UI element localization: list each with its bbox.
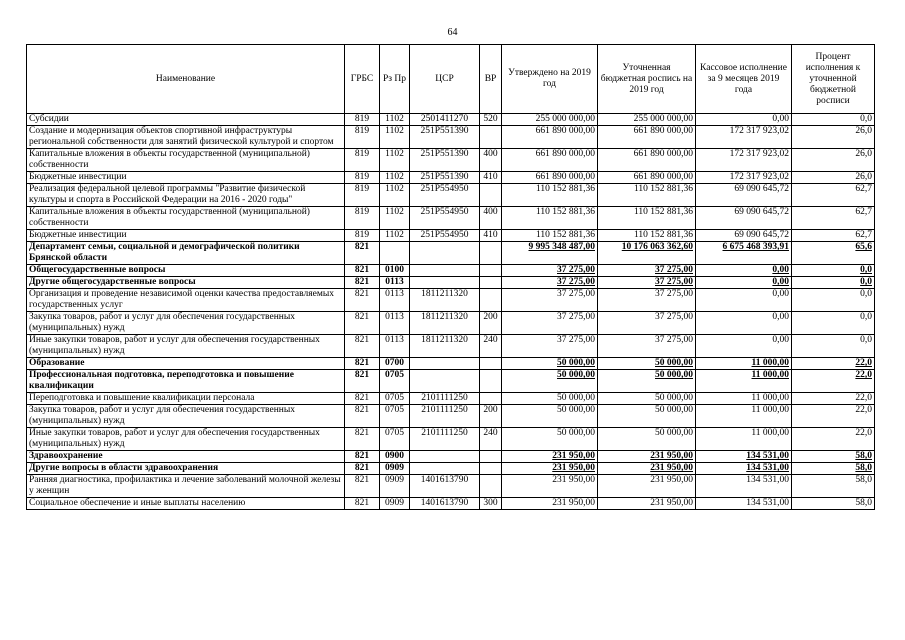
cell-rzpr: 0705 bbox=[380, 370, 410, 393]
cell-percent: 0,0 bbox=[792, 335, 875, 358]
cell-csr: 2101111250 bbox=[410, 405, 480, 428]
cell-grbs: 821 bbox=[345, 405, 380, 428]
cell-cash: 134 531,00 bbox=[696, 475, 792, 498]
cell-refined: 255 000 000,00 bbox=[598, 114, 696, 126]
cell-name: Другие общегосударственные вопросы bbox=[27, 277, 345, 289]
cell-percent: 58,0 bbox=[792, 451, 875, 463]
cell-approved: 37 275,00 bbox=[502, 289, 598, 312]
cell-rzpr: 1102 bbox=[380, 230, 410, 242]
cell-vr: 410 bbox=[480, 230, 502, 242]
cell-name: Другие вопросы в области здравоохранения bbox=[27, 463, 345, 475]
cell-approved: 50 000,00 bbox=[502, 393, 598, 405]
cell-refined: 231 950,00 bbox=[598, 475, 696, 498]
cell-approved: 661 890 000,00 bbox=[502, 126, 598, 149]
cell-grbs: 819 bbox=[345, 114, 380, 126]
cell-grbs: 819 bbox=[345, 172, 380, 184]
cell-csr: 1401613790 bbox=[410, 475, 480, 498]
cell-grbs: 821 bbox=[345, 428, 380, 451]
cell-vr bbox=[480, 242, 502, 265]
cell-cash: 11 000,00 bbox=[696, 405, 792, 428]
cell-name: Здравоохранение bbox=[27, 451, 345, 463]
cell-rzpr: 1102 bbox=[380, 184, 410, 207]
cell-csr: 2101111250 bbox=[410, 393, 480, 405]
cell-vr: 400 bbox=[480, 207, 502, 230]
cell-vr: 240 bbox=[480, 428, 502, 451]
table-row bbox=[27, 498, 875, 510]
table-row bbox=[27, 277, 875, 289]
cell-rzpr: 0705 bbox=[380, 428, 410, 451]
cell-approved: 37 275,00 bbox=[502, 265, 598, 277]
cell-name: Бюджетные инвестиции bbox=[27, 172, 345, 184]
cell-rzpr bbox=[380, 242, 410, 265]
table-row bbox=[27, 126, 875, 149]
cell-csr bbox=[410, 242, 480, 265]
col-refined-header: Уточненная бюджетная роспись на 2019 год bbox=[598, 45, 696, 114]
cell-csr: 251P554950 bbox=[410, 207, 480, 230]
cell-refined: 661 890 000,00 bbox=[598, 126, 696, 149]
cell-rzpr: 0700 bbox=[380, 358, 410, 370]
cell-percent: 22,0 bbox=[792, 358, 875, 370]
cell-refined: 37 275,00 bbox=[598, 335, 696, 358]
cell-vr bbox=[480, 277, 502, 289]
cell-refined: 50 000,00 bbox=[598, 393, 696, 405]
cell-cash: 6 675 468 393,91 bbox=[696, 242, 792, 265]
cell-refined: 231 950,00 bbox=[598, 498, 696, 510]
cell-cash: 172 317 923,02 bbox=[696, 172, 792, 184]
cell-grbs: 821 bbox=[345, 277, 380, 289]
cell-vr bbox=[480, 184, 502, 207]
cell-rzpr: 1102 bbox=[380, 149, 410, 172]
cell-cash: 134 531,00 bbox=[696, 498, 792, 510]
cell-refined: 37 275,00 bbox=[598, 265, 696, 277]
cell-cash: 69 090 645,72 bbox=[696, 207, 792, 230]
cell-grbs: 821 bbox=[345, 451, 380, 463]
cell-grbs: 821 bbox=[345, 335, 380, 358]
cell-csr bbox=[410, 370, 480, 393]
cell-rzpr: 0113 bbox=[380, 312, 410, 335]
cell-name: Переподготовка и повышение квалификации персонала bbox=[27, 393, 345, 405]
cell-name: Образование bbox=[27, 358, 345, 370]
cell-refined: 37 275,00 bbox=[598, 277, 696, 289]
cell-percent: 0,0 bbox=[792, 114, 875, 126]
cell-approved: 231 950,00 bbox=[502, 475, 598, 498]
cell-percent: 58,0 bbox=[792, 463, 875, 475]
cell-cash: 11 000,00 bbox=[696, 393, 792, 405]
cell-csr: 1401613790 bbox=[410, 498, 480, 510]
cell-approved: 50 000,00 bbox=[502, 405, 598, 428]
cell-csr bbox=[410, 451, 480, 463]
cell-name: Капитальные вложения в объекты государственной (муниципальной) собственности bbox=[27, 149, 345, 172]
cell-rzpr: 1102 bbox=[380, 114, 410, 126]
cell-cash: 0,00 bbox=[696, 312, 792, 335]
cell-csr bbox=[410, 265, 480, 277]
cell-vr bbox=[480, 358, 502, 370]
cell-refined: 37 275,00 bbox=[598, 289, 696, 312]
cell-rzpr: 0909 bbox=[380, 463, 410, 475]
cell-percent: 22,0 bbox=[792, 405, 875, 428]
cell-name: Закупка товаров, работ и услуг для обеспечения государственных (муниципальных) нужд bbox=[27, 312, 345, 335]
cell-name: Иные закупки товаров, работ и услуг для обеспечения государственных (муниципальных) нужд bbox=[27, 335, 345, 358]
cell-rzpr: 0705 bbox=[380, 405, 410, 428]
table-row bbox=[27, 405, 875, 428]
cell-rzpr: 1102 bbox=[380, 126, 410, 149]
cell-name: Организация и проведение независимой оценки качества предоставляемых государственных услуг bbox=[27, 289, 345, 312]
cell-csr: 251P551390 bbox=[410, 172, 480, 184]
cell-approved: 110 152 881,36 bbox=[502, 230, 598, 242]
cell-csr: 251P551390 bbox=[410, 149, 480, 172]
cell-grbs: 821 bbox=[345, 393, 380, 405]
cell-vr bbox=[480, 370, 502, 393]
col-cash-header: Кассовое исполнение за 9 месяцев 2019 года bbox=[696, 45, 792, 114]
cell-name: Закупка товаров, работ и услуг для обеспечения государственных (муниципальных) нужд bbox=[27, 405, 345, 428]
table-row bbox=[27, 289, 875, 312]
cell-grbs: 821 bbox=[345, 475, 380, 498]
col-csr-header: ЦСР bbox=[410, 45, 480, 114]
col-percent-header: Процент исполнения к уточненной бюджетной росписи bbox=[792, 45, 875, 114]
cell-rzpr: 0705 bbox=[380, 393, 410, 405]
cell-percent: 62,7 bbox=[792, 184, 875, 207]
table-row bbox=[27, 312, 875, 335]
cell-cash: 0,00 bbox=[696, 114, 792, 126]
cell-vr: 240 bbox=[480, 335, 502, 358]
cell-grbs: 821 bbox=[345, 265, 380, 277]
cell-cash: 134 531,00 bbox=[696, 451, 792, 463]
table-row bbox=[27, 242, 875, 265]
cell-csr: 2101111250 bbox=[410, 428, 480, 451]
page-number: 64 bbox=[447, 27, 458, 38]
cell-approved: 110 152 881,36 bbox=[502, 207, 598, 230]
table-row bbox=[27, 463, 875, 475]
cell-percent: 26,0 bbox=[792, 172, 875, 184]
cell-rzpr: 0100 bbox=[380, 265, 410, 277]
cell-name: Иные закупки товаров, работ и услуг для обеспечения государственных (муниципальных) нужд bbox=[27, 428, 345, 451]
cell-csr: 251P554950 bbox=[410, 184, 480, 207]
cell-grbs: 819 bbox=[345, 184, 380, 207]
cell-approved: 50 000,00 bbox=[502, 370, 598, 393]
cell-vr bbox=[480, 463, 502, 475]
cell-refined: 50 000,00 bbox=[598, 358, 696, 370]
cell-vr bbox=[480, 126, 502, 149]
cell-percent: 58,0 bbox=[792, 498, 875, 510]
cell-rzpr: 1102 bbox=[380, 207, 410, 230]
budget-table bbox=[26, 44, 875, 510]
cell-name: Создание и модернизация объектов спортивной инфраструктуры региональной собственности для занятий физической культурой и спортом bbox=[27, 126, 345, 149]
cell-percent: 22,0 bbox=[792, 370, 875, 393]
cell-vr: 400 bbox=[480, 149, 502, 172]
cell-cash: 11 000,00 bbox=[696, 358, 792, 370]
cell-vr bbox=[480, 265, 502, 277]
cell-name: Реализация федеральной целевой программы "Развитие физической культуры и спорта в Российской Федерации на 2016 - 2020 годы" bbox=[27, 184, 345, 207]
cell-vr bbox=[480, 475, 502, 498]
table-row bbox=[27, 370, 875, 393]
table-row bbox=[27, 265, 875, 277]
cell-grbs: 821 bbox=[345, 498, 380, 510]
cell-rzpr: 0900 bbox=[380, 451, 410, 463]
cell-percent: 26,0 bbox=[792, 149, 875, 172]
cell-name: Субсидии bbox=[27, 114, 345, 126]
cell-name: Капитальные вложения в объекты государственной (муниципальной) собственности bbox=[27, 207, 345, 230]
cell-approved: 110 152 881,36 bbox=[502, 184, 598, 207]
cell-vr: 200 bbox=[480, 312, 502, 335]
cell-approved: 37 275,00 bbox=[502, 277, 598, 289]
cell-refined: 110 152 881,36 bbox=[598, 184, 696, 207]
table-row bbox=[27, 149, 875, 172]
cell-grbs: 821 bbox=[345, 289, 380, 312]
cell-cash: 172 317 923,02 bbox=[696, 126, 792, 149]
cell-rzpr: 0113 bbox=[380, 289, 410, 312]
cell-approved: 231 950,00 bbox=[502, 463, 598, 475]
cell-grbs: 821 bbox=[345, 242, 380, 265]
cell-grbs: 819 bbox=[345, 149, 380, 172]
cell-percent: 62,7 bbox=[792, 230, 875, 242]
table-header-row bbox=[27, 45, 875, 114]
cell-csr bbox=[410, 277, 480, 289]
cell-vr: 520 bbox=[480, 114, 502, 126]
cell-approved: 255 000 000,00 bbox=[502, 114, 598, 126]
cell-vr bbox=[480, 393, 502, 405]
cell-cash: 0,00 bbox=[696, 289, 792, 312]
cell-approved: 50 000,00 bbox=[502, 358, 598, 370]
table-row bbox=[27, 172, 875, 184]
cell-approved: 661 890 000,00 bbox=[502, 172, 598, 184]
table-row bbox=[27, 114, 875, 126]
cell-cash: 172 317 923,02 bbox=[696, 149, 792, 172]
cell-percent: 22,0 bbox=[792, 428, 875, 451]
cell-csr: 251P551390 bbox=[410, 126, 480, 149]
cell-refined: 50 000,00 bbox=[598, 370, 696, 393]
cell-vr bbox=[480, 451, 502, 463]
cell-csr: 2501411270 bbox=[410, 114, 480, 126]
cell-vr: 300 bbox=[480, 498, 502, 510]
cell-approved: 37 275,00 bbox=[502, 335, 598, 358]
cell-cash: 69 090 645,72 bbox=[696, 230, 792, 242]
cell-approved: 231 950,00 bbox=[502, 498, 598, 510]
cell-vr: 200 bbox=[480, 405, 502, 428]
cell-refined: 231 950,00 bbox=[598, 451, 696, 463]
table-row bbox=[27, 475, 875, 498]
cell-cash: 11 000,00 bbox=[696, 428, 792, 451]
cell-csr bbox=[410, 358, 480, 370]
cell-rzpr: 1102 bbox=[380, 172, 410, 184]
cell-grbs: 819 bbox=[345, 126, 380, 149]
table-row bbox=[27, 207, 875, 230]
cell-rzpr: 0909 bbox=[380, 475, 410, 498]
cell-rzpr: 0113 bbox=[380, 335, 410, 358]
cell-grbs: 819 bbox=[345, 207, 380, 230]
table-row bbox=[27, 451, 875, 463]
table-row bbox=[27, 335, 875, 358]
cell-name: Общегосударственные вопросы bbox=[27, 265, 345, 277]
cell-grbs: 819 bbox=[345, 230, 380, 242]
cell-cash: 69 090 645,72 bbox=[696, 184, 792, 207]
cell-approved: 661 890 000,00 bbox=[502, 149, 598, 172]
col-vr-header: ВР bbox=[480, 45, 502, 114]
cell-name: Профессиональная подготовка, переподготовка и повышение квалификации bbox=[27, 370, 345, 393]
cell-refined: 50 000,00 bbox=[598, 428, 696, 451]
table-row bbox=[27, 393, 875, 405]
cell-grbs: 821 bbox=[345, 370, 380, 393]
cell-csr: 1811211320 bbox=[410, 335, 480, 358]
cell-grbs: 821 bbox=[345, 463, 380, 475]
cell-percent: 65,6 bbox=[792, 242, 875, 265]
table-row bbox=[27, 230, 875, 242]
cell-refined: 50 000,00 bbox=[598, 405, 696, 428]
col-grbs-header: ГРБС bbox=[345, 45, 380, 114]
table-row bbox=[27, 184, 875, 207]
cell-name: Ранняя диагностика, профилактика и лечение заболеваний молочной железы у женщин bbox=[27, 475, 345, 498]
cell-csr: 251P554950 bbox=[410, 230, 480, 242]
cell-percent: 58,0 bbox=[792, 475, 875, 498]
table-row bbox=[27, 358, 875, 370]
cell-refined: 661 890 000,00 bbox=[598, 172, 696, 184]
cell-refined: 110 152 881,36 bbox=[598, 207, 696, 230]
col-rzpr-header: Рз Пр bbox=[380, 45, 410, 114]
cell-percent: 0,0 bbox=[792, 289, 875, 312]
cell-rzpr: 0909 bbox=[380, 498, 410, 510]
cell-cash: 134 531,00 bbox=[696, 463, 792, 475]
cell-percent: 62,7 bbox=[792, 207, 875, 230]
col-name-header: Наименование bbox=[27, 45, 345, 114]
cell-cash: 0,00 bbox=[696, 265, 792, 277]
cell-name: Социальное обеспечение и иные выплаты населению bbox=[27, 498, 345, 510]
cell-refined: 110 152 881,36 bbox=[598, 230, 696, 242]
cell-approved: 50 000,00 bbox=[502, 428, 598, 451]
cell-cash: 11 000,00 bbox=[696, 370, 792, 393]
cell-percent: 0,0 bbox=[792, 277, 875, 289]
cell-grbs: 821 bbox=[345, 358, 380, 370]
table-body bbox=[27, 114, 875, 510]
cell-name: Бюджетные инвестиции bbox=[27, 230, 345, 242]
cell-cash: 0,00 bbox=[696, 277, 792, 289]
cell-approved: 231 950,00 bbox=[502, 451, 598, 463]
cell-refined: 661 890 000,00 bbox=[598, 149, 696, 172]
table-row bbox=[27, 428, 875, 451]
cell-vr: 410 bbox=[480, 172, 502, 184]
cell-refined: 10 176 063 362,60 bbox=[598, 242, 696, 265]
cell-percent: 22,0 bbox=[792, 393, 875, 405]
cell-csr: 1811211320 bbox=[410, 312, 480, 335]
cell-grbs: 821 bbox=[345, 312, 380, 335]
cell-refined: 37 275,00 bbox=[598, 312, 696, 335]
cell-percent: 26,0 bbox=[792, 126, 875, 149]
cell-rzpr: 0113 bbox=[380, 277, 410, 289]
cell-approved: 9 995 348 487,00 bbox=[502, 242, 598, 265]
cell-cash: 0,00 bbox=[696, 335, 792, 358]
cell-vr bbox=[480, 289, 502, 312]
cell-percent: 0,0 bbox=[792, 312, 875, 335]
cell-approved: 37 275,00 bbox=[502, 312, 598, 335]
cell-percent: 0,0 bbox=[792, 265, 875, 277]
cell-csr bbox=[410, 463, 480, 475]
cell-name: Департамент семьи, социальной и демографической политики Брянской области bbox=[27, 242, 345, 265]
cell-refined: 231 950,00 bbox=[598, 463, 696, 475]
cell-csr: 1811211320 bbox=[410, 289, 480, 312]
col-approved-header: Утверждено на 2019 год bbox=[502, 45, 598, 114]
